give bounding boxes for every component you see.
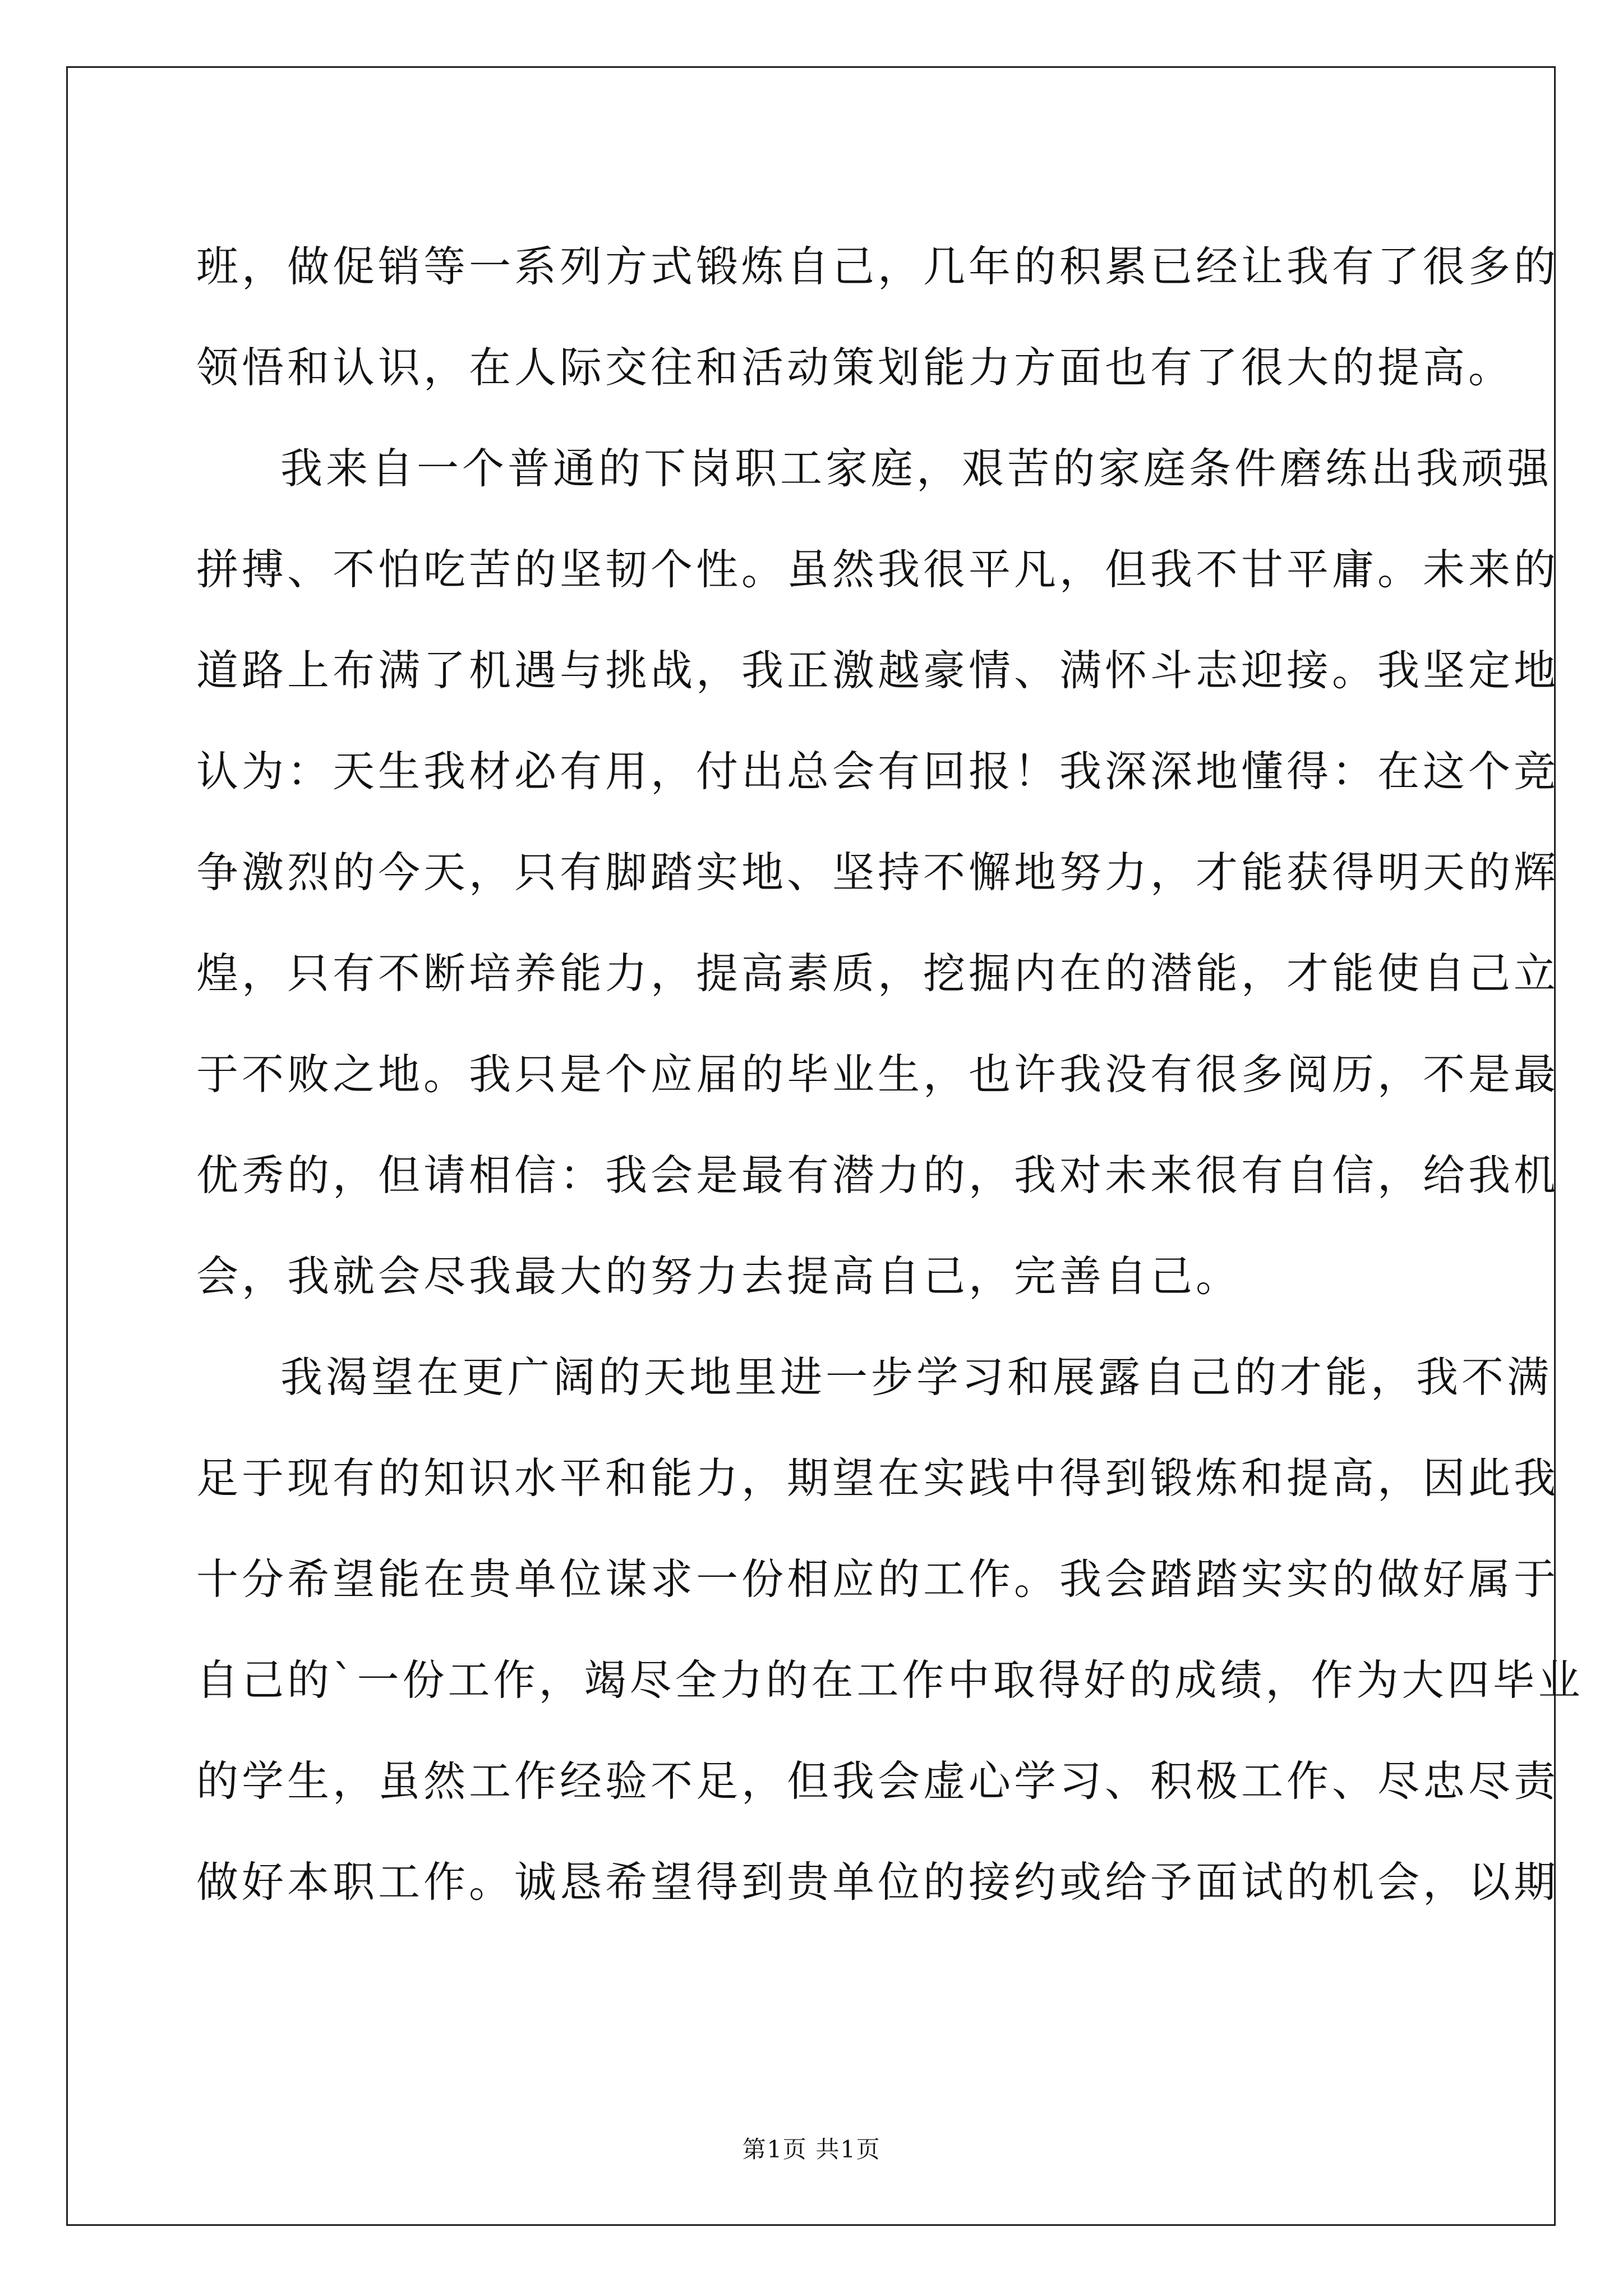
text-line-17: 做好本职工作。诚恳希望得到贵单位的接约或给予面试的机会，以期 xyxy=(196,1857,1560,1907)
text-line-9: 于不败之地。我只是个应届的毕业生，也许我没有很多阅历，不是最 xyxy=(196,1050,1560,1099)
text-line-13: 足于现有的知识水平和能力，期望在实践中得到锻炼和提高，因此我 xyxy=(196,1453,1560,1503)
text-line-4: 拼搏、不怕吃苦的坚韧个性。虽然我很平凡，但我不甘平庸。未来的 xyxy=(196,545,1560,594)
text-line-11: 会，我就会尽我最大的努力去提高自己，完善自己。 xyxy=(196,1251,1242,1301)
text-line-15: 自己的`一份工作，竭尽全力的在工作中取得好的成绩，作为大四毕业 xyxy=(196,1655,1584,1705)
text-line-12: 我渴望在更广阔的天地里进一步学习和展露自己的才能，我不满 xyxy=(280,1352,1553,1402)
text-line-8: 煌，只有不断培养能力，提高素质，挖掘内在的潜能，才能使自己立 xyxy=(196,949,1560,998)
document-body xyxy=(196,216,1584,1932)
text-line-16: 的学生，虽然工作经验不足，但我会虚心学习、积极工作、尽忠尽责 xyxy=(196,1756,1560,1806)
text-line-5: 道路上布满了机遇与挑战，我正激越豪情、满怀斗志迎接。我坚定地 xyxy=(196,646,1560,695)
text-line-2: 领悟和认识，在人际交往和活动策划能力方面也有了很大的提高。 xyxy=(196,343,1514,392)
text-line-6: 认为：天生我材必有用，付出总会有回报！我深深地懂得：在这个竞 xyxy=(196,747,1560,796)
text-line-10: 优秀的，但请相信：我会是最有潜力的，我对未来很有自信，给我机 xyxy=(196,1151,1560,1200)
text-line-7: 争激烈的今天，只有脚踏实地、坚持不懈地努力，才能获得明天的辉 xyxy=(196,848,1560,897)
text-line-14: 十分希望能在贵单位谋求一份相应的工作。我会踏踏实实的做好属于 xyxy=(196,1554,1560,1604)
text-line-3: 我来自一个普通的下岗职工家庭，艰苦的家庭条件磨练出我顽强 xyxy=(280,444,1553,493)
text-line-1: 班，做促销等一系列方式锻炼自己，几年的积累已经让我有了很多的 xyxy=(196,242,1560,291)
page-footer: 第1页 共1页 xyxy=(742,2136,881,2163)
